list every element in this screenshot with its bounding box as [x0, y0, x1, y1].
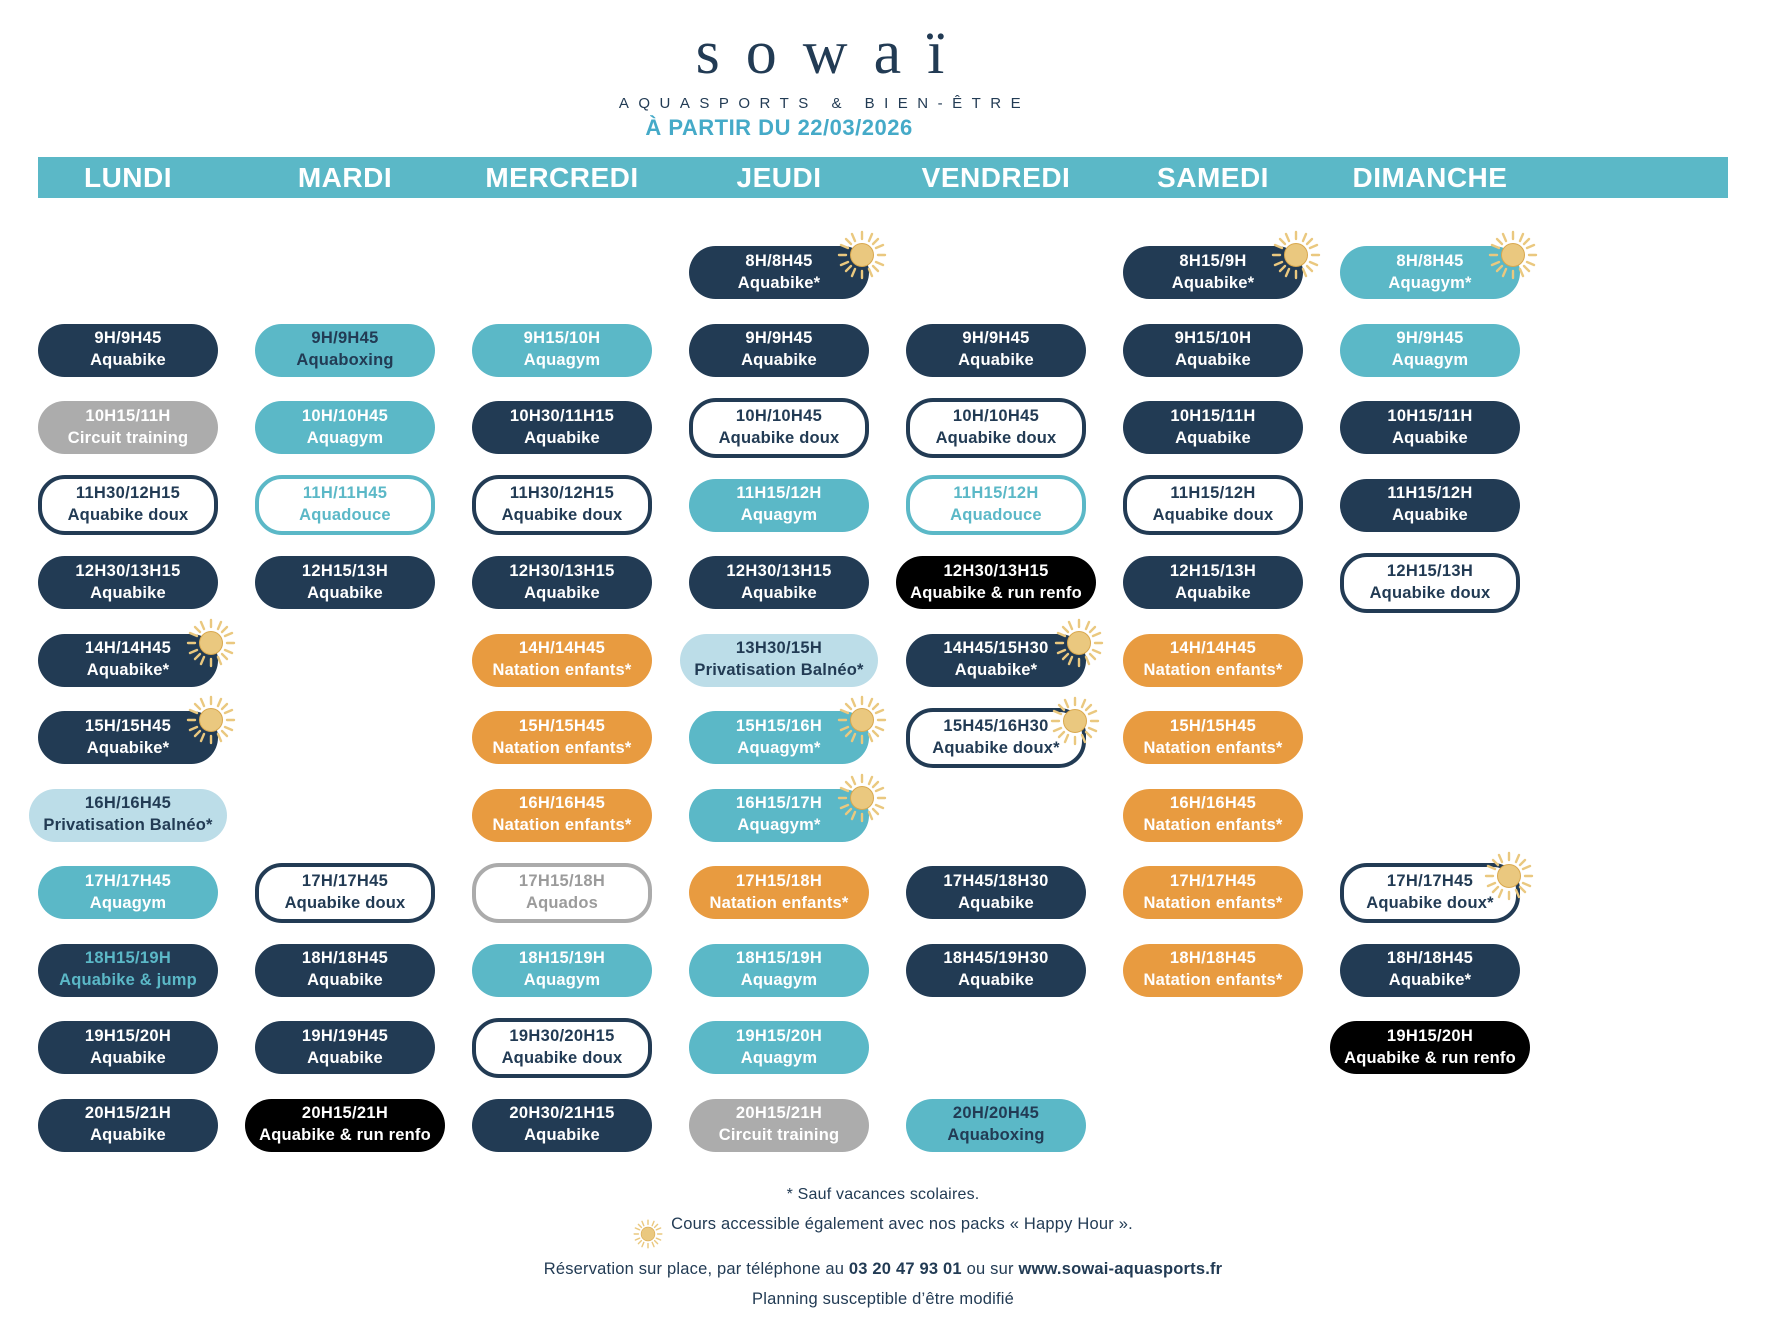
class-label: Aquabike — [1392, 506, 1468, 525]
class-pill — [1340, 324, 1520, 377]
class-time: 9H/9H45 — [94, 329, 162, 348]
class-pill — [38, 556, 218, 609]
footer — [0, 1186, 1766, 1320]
class-label: Aquabike — [958, 971, 1034, 990]
class-pill — [472, 1099, 652, 1152]
class-time: 17H15/18H — [518, 871, 606, 890]
day-header-grid — [38, 157, 1728, 198]
class-time: 11H15/12H — [736, 484, 822, 503]
class-label: Aquabike — [741, 351, 817, 370]
class-time: 10H15/11H — [1170, 406, 1256, 425]
class-label: Aquabike — [524, 1126, 600, 1145]
class-label: Aquaboxing — [947, 1126, 1045, 1145]
class-pill — [472, 556, 652, 609]
class-pill — [472, 711, 652, 764]
day-header-samedi: SAMEDI — [1157, 161, 1269, 193]
class-time: 18H15/19H — [84, 949, 172, 968]
class-label: Privatisation Balnéo* — [694, 661, 864, 680]
class-pill — [1123, 556, 1303, 609]
class-label: Aquagym — [1391, 351, 1469, 370]
class-pill — [689, 866, 869, 919]
class-label: Aquagym — [523, 351, 601, 370]
class-pill — [38, 324, 218, 377]
day-header-mardi: MARDI — [297, 161, 393, 193]
class-label: Aquabike doux — [501, 506, 623, 525]
class-pill — [906, 475, 1086, 535]
day-header-vendredi: VENDREDI — [921, 161, 1071, 193]
class-pill — [1123, 866, 1303, 919]
class-time: 9H/9H45 — [1396, 329, 1464, 348]
class-pill — [689, 479, 869, 532]
class-pill — [1123, 246, 1303, 299]
class-time: 20H15/21H — [84, 1104, 172, 1123]
class-pill — [255, 944, 435, 997]
note-school-holidays: * Sauf vacances scolaires. — [786, 1186, 980, 1203]
class-time: 12H30/13H15 — [726, 561, 832, 580]
class-label: Aquabike — [1175, 583, 1251, 602]
class-time: 20H30/21H15 — [509, 1104, 615, 1123]
class-time: 19H/19H45 — [301, 1026, 389, 1045]
class-pill — [689, 324, 869, 377]
class-time: 11H30/12H15 — [75, 484, 181, 503]
class-label: Aquabike doux — [718, 428, 840, 447]
class-label: Natation enfants* — [492, 661, 632, 680]
class-time: 18H/18H45 — [1386, 949, 1474, 968]
class-label: Privatisation Balnéo* — [43, 816, 213, 835]
class-pill — [680, 634, 877, 687]
class-time: 9H15/10H — [523, 329, 601, 348]
class-time: 17H/17H45 — [84, 871, 172, 890]
class-time: 20H15/21H — [735, 1104, 823, 1123]
day-header-dimanche: DIMANCHE — [1352, 161, 1508, 193]
class-label: Natation enfants* — [709, 893, 849, 912]
class-pill — [1340, 863, 1520, 923]
sun-icon — [633, 1224, 663, 1242]
brand-tagline: AQUASPORTS & BIEN-ÊTRE — [618, 95, 1031, 112]
class-time: 14H/14H45 — [84, 639, 172, 658]
class-label: Aquabike — [1175, 351, 1251, 370]
class-pill — [38, 475, 218, 535]
class-time: 9H15/10H — [1174, 329, 1252, 348]
class-time: 20H15/21H — [301, 1104, 389, 1123]
class-time: 12H15/13H — [1386, 561, 1474, 580]
class-time: 18H15/19H — [735, 949, 823, 968]
class-label: Aquados — [526, 893, 598, 912]
class-time: 9H/9H45 — [311, 329, 379, 348]
class-label: Aquabike — [1175, 428, 1251, 447]
class-time: 13H30/15H — [735, 639, 823, 658]
class-pill — [255, 475, 435, 535]
effective-date-wrap — [38, 115, 1520, 141]
day-header-lundi: LUNDI — [83, 161, 173, 193]
class-pill — [255, 324, 435, 377]
class-pill — [1123, 944, 1303, 997]
class-label: Circuit training — [718, 1126, 840, 1145]
class-pill — [1340, 553, 1520, 613]
class-time: 11H15/12H — [1387, 484, 1473, 503]
class-label: Aquabike doux — [1152, 506, 1274, 525]
class-pill — [38, 711, 218, 764]
class-time: 12H30/13H15 — [509, 561, 615, 580]
class-label: Aquabike* — [737, 273, 821, 292]
class-time: 18H15/19H — [518, 949, 606, 968]
class-time: 14H/14H45 — [1169, 639, 1257, 658]
class-time: 19H30/20H15 — [509, 1026, 615, 1045]
class-time: 12H15/13H — [1169, 561, 1257, 580]
class-time: 11H15/12H — [1170, 484, 1256, 503]
class-pill — [1123, 475, 1303, 535]
class-time: 16H/16H45 — [1169, 794, 1257, 813]
class-label: Aquabike & run renfo — [910, 583, 1082, 602]
class-pill — [38, 401, 218, 454]
class-time: 8H/8H45 — [745, 251, 813, 270]
class-pill — [906, 944, 1086, 997]
class-time: 8H/8H45 — [1396, 251, 1464, 270]
class-pill — [472, 863, 652, 923]
class-label: Aquabike doux* — [932, 738, 1060, 757]
class-time: 18H/18H45 — [301, 949, 389, 968]
class-label: Aquagym* — [1388, 273, 1472, 292]
class-pill — [1123, 711, 1303, 764]
class-label: Aquabike — [90, 583, 166, 602]
header — [0, 18, 1640, 112]
class-time: 17H15/18H — [735, 871, 823, 890]
day-header-mercredi: MERCREDI — [485, 161, 639, 193]
class-label: Aquabike doux — [501, 1048, 623, 1067]
class-label: Aquabike — [90, 351, 166, 370]
class-label: Aquabike doux* — [1366, 893, 1494, 912]
class-pill — [689, 1099, 869, 1152]
class-pill — [1123, 324, 1303, 377]
class-label: Aquabike* — [954, 661, 1038, 680]
class-pill — [255, 556, 435, 609]
class-time: 11H30/12H15 — [509, 484, 615, 503]
class-label: Aquabike — [524, 428, 600, 447]
class-label: Aquabike* — [86, 738, 170, 757]
class-time: 12H30/13H15 — [943, 561, 1049, 580]
class-time: 15H15/16H — [735, 716, 823, 735]
class-label: Aquabike* — [1388, 971, 1472, 990]
class-time: 10H/10H45 — [735, 406, 823, 425]
class-pill — [255, 863, 435, 923]
class-pill — [906, 398, 1086, 458]
class-label: Aquabike* — [86, 661, 170, 680]
class-label: Aquabike — [307, 971, 383, 990]
class-label: Aquabike & jump — [59, 971, 197, 990]
class-pill — [689, 398, 869, 458]
class-time: 15H45/16H30 — [943, 716, 1049, 735]
sun-icon — [633, 1219, 663, 1249]
booking-line — [0, 1260, 1766, 1279]
class-label: Aquagym — [89, 893, 167, 912]
class-time: 18H/18H45 — [1169, 949, 1257, 968]
class-time: 18H45/19H30 — [943, 949, 1049, 968]
class-pill — [906, 634, 1086, 687]
class-pill — [38, 866, 218, 919]
class-pill — [472, 944, 652, 997]
class-label: Aquabike — [90, 1126, 166, 1145]
class-label: Natation enfants* — [1143, 893, 1283, 912]
class-label: Aquagym* — [737, 738, 821, 757]
class-label: Aquabike — [524, 583, 600, 602]
class-pill — [472, 324, 652, 377]
class-pill — [1330, 1021, 1530, 1074]
class-time: 14H45/15H30 — [943, 639, 1049, 658]
class-pill — [1340, 401, 1520, 454]
disclaimer: Planning susceptible d’être modifié — [752, 1289, 1014, 1308]
class-time: 15H/15H45 — [1169, 716, 1257, 735]
class-pill — [472, 401, 652, 454]
class-pill — [38, 1099, 218, 1152]
class-pill — [1340, 944, 1520, 997]
class-time: 8H15/9H — [1179, 251, 1247, 270]
class-time: 20H/20H45 — [952, 1104, 1040, 1123]
class-time: 16H15/17H — [735, 794, 823, 813]
class-label: Aquabike — [958, 893, 1034, 912]
class-time: 16H/16H45 — [518, 794, 606, 813]
class-pill — [255, 401, 435, 454]
class-label: Aquabike doux — [284, 893, 406, 912]
class-pill — [1340, 479, 1520, 532]
class-time: 10H15/11H — [85, 406, 171, 425]
class-label: Aquabike — [958, 351, 1034, 370]
class-pill — [472, 1018, 652, 1078]
class-pill — [38, 1021, 218, 1074]
phone-number: 03 20 47 93 01 — [848, 1259, 962, 1278]
class-label: Aquagym* — [737, 816, 821, 835]
class-label: Natation enfants* — [1143, 816, 1283, 835]
class-pill — [38, 944, 218, 997]
class-time: 19H15/20H — [735, 1026, 823, 1045]
class-pill — [689, 246, 869, 299]
day-header-jeudi: JEUDI — [736, 161, 822, 193]
class-pill — [1340, 246, 1520, 299]
class-label: Aquadouce — [950, 506, 1042, 525]
class-time: 12H15/13H — [301, 561, 389, 580]
class-label: Aquabike — [307, 1048, 383, 1067]
class-pill — [906, 708, 1086, 768]
class-label: Natation enfants* — [492, 816, 632, 835]
class-label: Natation enfants* — [1143, 661, 1283, 680]
effective-date: À PARTIR DU 22/03/2026 — [645, 115, 913, 140]
class-label: Aquabike & run renfo — [259, 1126, 431, 1145]
class-pill — [472, 475, 652, 535]
class-pill — [689, 556, 869, 609]
class-pill — [472, 634, 652, 687]
class-pill — [896, 556, 1096, 609]
class-label: Aquabike — [741, 583, 817, 602]
class-pill — [255, 1021, 435, 1074]
class-time: 16H/16H45 — [84, 794, 172, 813]
class-label: Circuit training — [67, 428, 189, 447]
class-label: Aquadouce — [299, 506, 391, 525]
class-label: Aquaboxing — [296, 351, 394, 370]
class-pill — [38, 634, 218, 687]
class-label: Aquabike* — [1171, 273, 1255, 292]
schedule-grid — [38, 234, 1520, 1164]
class-label: Aquabike — [90, 1048, 166, 1067]
class-pill — [29, 789, 226, 842]
brand-logo: sowaï — [695, 19, 971, 87]
class-pill — [689, 1021, 869, 1074]
class-pill — [1123, 789, 1303, 842]
class-label: Aquagym — [740, 506, 818, 525]
class-label: Aquabike doux — [67, 506, 189, 525]
class-time: 19H15/20H — [1386, 1026, 1474, 1045]
class-label: Aquagym — [740, 1048, 818, 1067]
class-time: 15H/15H45 — [84, 716, 172, 735]
class-pill — [1123, 401, 1303, 454]
class-pill — [472, 789, 652, 842]
note-happy-hour — [0, 1215, 1766, 1249]
class-time: 11H15/12H — [953, 484, 1039, 503]
class-label: Aquagym — [306, 428, 384, 447]
class-time: 9H/9H45 — [745, 329, 813, 348]
class-label: Aquagym — [523, 971, 601, 990]
class-label: Natation enfants* — [492, 738, 632, 757]
class-label: Aquagym — [740, 971, 818, 990]
class-pill — [245, 1099, 445, 1152]
class-label: Aquabike doux — [935, 428, 1057, 447]
class-time: 10H15/11H — [1387, 406, 1473, 425]
class-pill — [1123, 634, 1303, 687]
class-label: Natation enfants* — [1143, 971, 1283, 990]
class-time: 9H/9H45 — [962, 329, 1030, 348]
class-pill — [689, 944, 869, 997]
note-happy-hour-text: Cours accessible également avec nos packs « Happy Hour ». — [671, 1215, 1133, 1233]
website-url: www.sowai-aquasports.fr — [1018, 1259, 1223, 1278]
class-time: 17H/17H45 — [1386, 871, 1474, 890]
day-header-band — [38, 157, 1728, 198]
class-time: 17H45/18H30 — [943, 871, 1049, 890]
class-label: Aquabike — [307, 583, 383, 602]
class-time: 12H30/13H15 — [75, 561, 181, 580]
class-pill — [689, 711, 869, 764]
class-time: 15H/15H45 — [518, 716, 606, 735]
class-time: 17H/17H45 — [1169, 871, 1257, 890]
class-label: Aquabike & run renfo — [1344, 1048, 1516, 1067]
class-pill — [906, 1099, 1086, 1152]
class-time: 10H/10H45 — [952, 406, 1040, 425]
class-label: Aquabike doux — [1369, 583, 1491, 602]
class-time: 10H30/11H15 — [509, 406, 615, 425]
class-pill — [906, 866, 1086, 919]
class-pill — [689, 789, 869, 842]
booking-prefix: Réservation sur place, par téléphone au — [543, 1259, 849, 1278]
class-label: Aquabike — [1392, 428, 1468, 447]
class-time: 19H15/20H — [84, 1026, 172, 1045]
class-label: Natation enfants* — [1143, 738, 1283, 757]
booking-middle: ou sur — [961, 1259, 1019, 1278]
class-time: 10H/10H45 — [301, 406, 389, 425]
class-time: 11H/11H45 — [302, 484, 388, 503]
class-pill — [906, 324, 1086, 377]
class-time: 17H/17H45 — [301, 871, 389, 890]
class-time: 14H/14H45 — [518, 639, 606, 658]
